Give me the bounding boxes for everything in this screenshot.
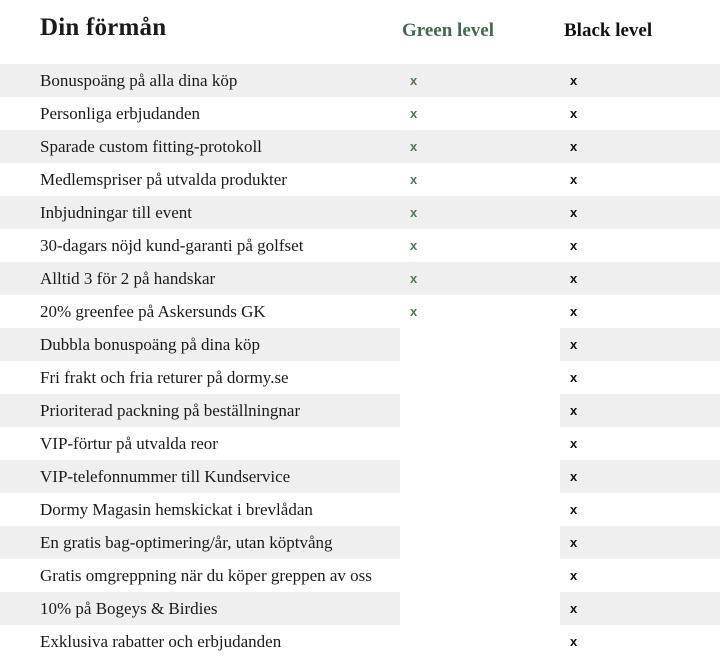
black-level-mark: x [570, 535, 578, 550]
benefit-label: 10% på Bogeys & Birdies [40, 598, 218, 618]
benefit-label: Medlemspriser på utvalda produkter [40, 169, 287, 189]
table-body [0, 64, 720, 658]
table-row [0, 229, 720, 262]
benefit-label: VIP-telefonnummer till Kundservice [40, 466, 291, 486]
benefit-label: Gratis omgreppning när du köper greppen av oss [40, 565, 372, 585]
black-level-mark: x [570, 271, 578, 286]
column-header-benefit: Din förmån [0, 0, 400, 64]
table-row [0, 394, 720, 427]
black-level-mark: x [570, 469, 578, 484]
table-row [0, 196, 720, 229]
table-header [0, 0, 720, 64]
table-row [0, 559, 720, 592]
table-row [0, 295, 720, 328]
benefit-label: Alltid 3 för 2 på handskar [40, 268, 216, 288]
green-level-mark: x [410, 106, 418, 121]
table-row [0, 163, 720, 196]
column-header-green-level: Green level [400, 0, 560, 64]
table-header-row [0, 0, 720, 64]
benefit-label: Personliga erbjudanden [40, 103, 201, 123]
table-row [0, 361, 720, 394]
benefit-label: Sparade custom fitting-protokoll [40, 136, 262, 156]
black-level-mark: x [570, 436, 578, 451]
table-row [0, 625, 720, 658]
benefit-label: VIP-förtur på utvalda reor [40, 433, 218, 453]
benefit-label: Fri frakt och fria returer på dormy.se [40, 367, 289, 387]
black-level-mark: x [570, 370, 578, 385]
benefit-label: Inbjudningar till event [40, 202, 193, 222]
benefit-label: Prioriterad packning på beställningnar [40, 400, 301, 420]
green-level-mark: x [410, 304, 418, 319]
green-level-mark: x [410, 73, 418, 88]
column-header-black-level: Black level [560, 0, 720, 64]
black-level-mark: x [570, 634, 578, 649]
benefit-label: 30-dagars nöjd kund-garanti på golfset [40, 235, 304, 255]
green-level-mark: x [410, 238, 418, 253]
green-level-mark: x [410, 172, 418, 187]
table-row [0, 427, 720, 460]
table-row [0, 526, 720, 559]
black-level-mark: x [570, 238, 578, 253]
table-row [0, 97, 720, 130]
green-level-mark: x [410, 205, 418, 220]
black-level-mark: x [570, 139, 578, 154]
benefit-label: 20% greenfee på Askersunds GK [40, 301, 266, 321]
green-level-mark: x [410, 139, 418, 154]
benefit-label: Dormy Magasin hemskickat i brevlådan [40, 499, 313, 519]
black-level-mark: x [570, 304, 578, 319]
black-level-mark: x [570, 205, 578, 220]
black-level-mark: x [570, 601, 578, 616]
green-level-mark: x [410, 271, 418, 286]
table-row [0, 328, 720, 361]
benefit-label: Exklusiva rabatter och erbjudanden [40, 631, 282, 651]
table-row [0, 460, 720, 493]
black-level-mark: x [570, 73, 578, 88]
table-row [0, 493, 720, 526]
table-row [0, 130, 720, 163]
black-level-mark: x [570, 106, 578, 121]
table-row [0, 592, 720, 625]
benefit-label: Bonuspoäng på alla dina köp [40, 70, 238, 90]
table-row [0, 64, 720, 97]
black-level-mark: x [570, 403, 578, 418]
benefit-label: Dubbla bonuspoäng på dina köp [40, 334, 261, 354]
table-row [0, 262, 720, 295]
black-level-mark: x [570, 337, 578, 352]
black-level-mark: x [570, 502, 578, 517]
black-level-mark: x [570, 568, 578, 583]
benefit-label: En gratis bag-optimering/år, utan köptvång [40, 532, 333, 552]
black-level-mark: x [570, 172, 578, 187]
